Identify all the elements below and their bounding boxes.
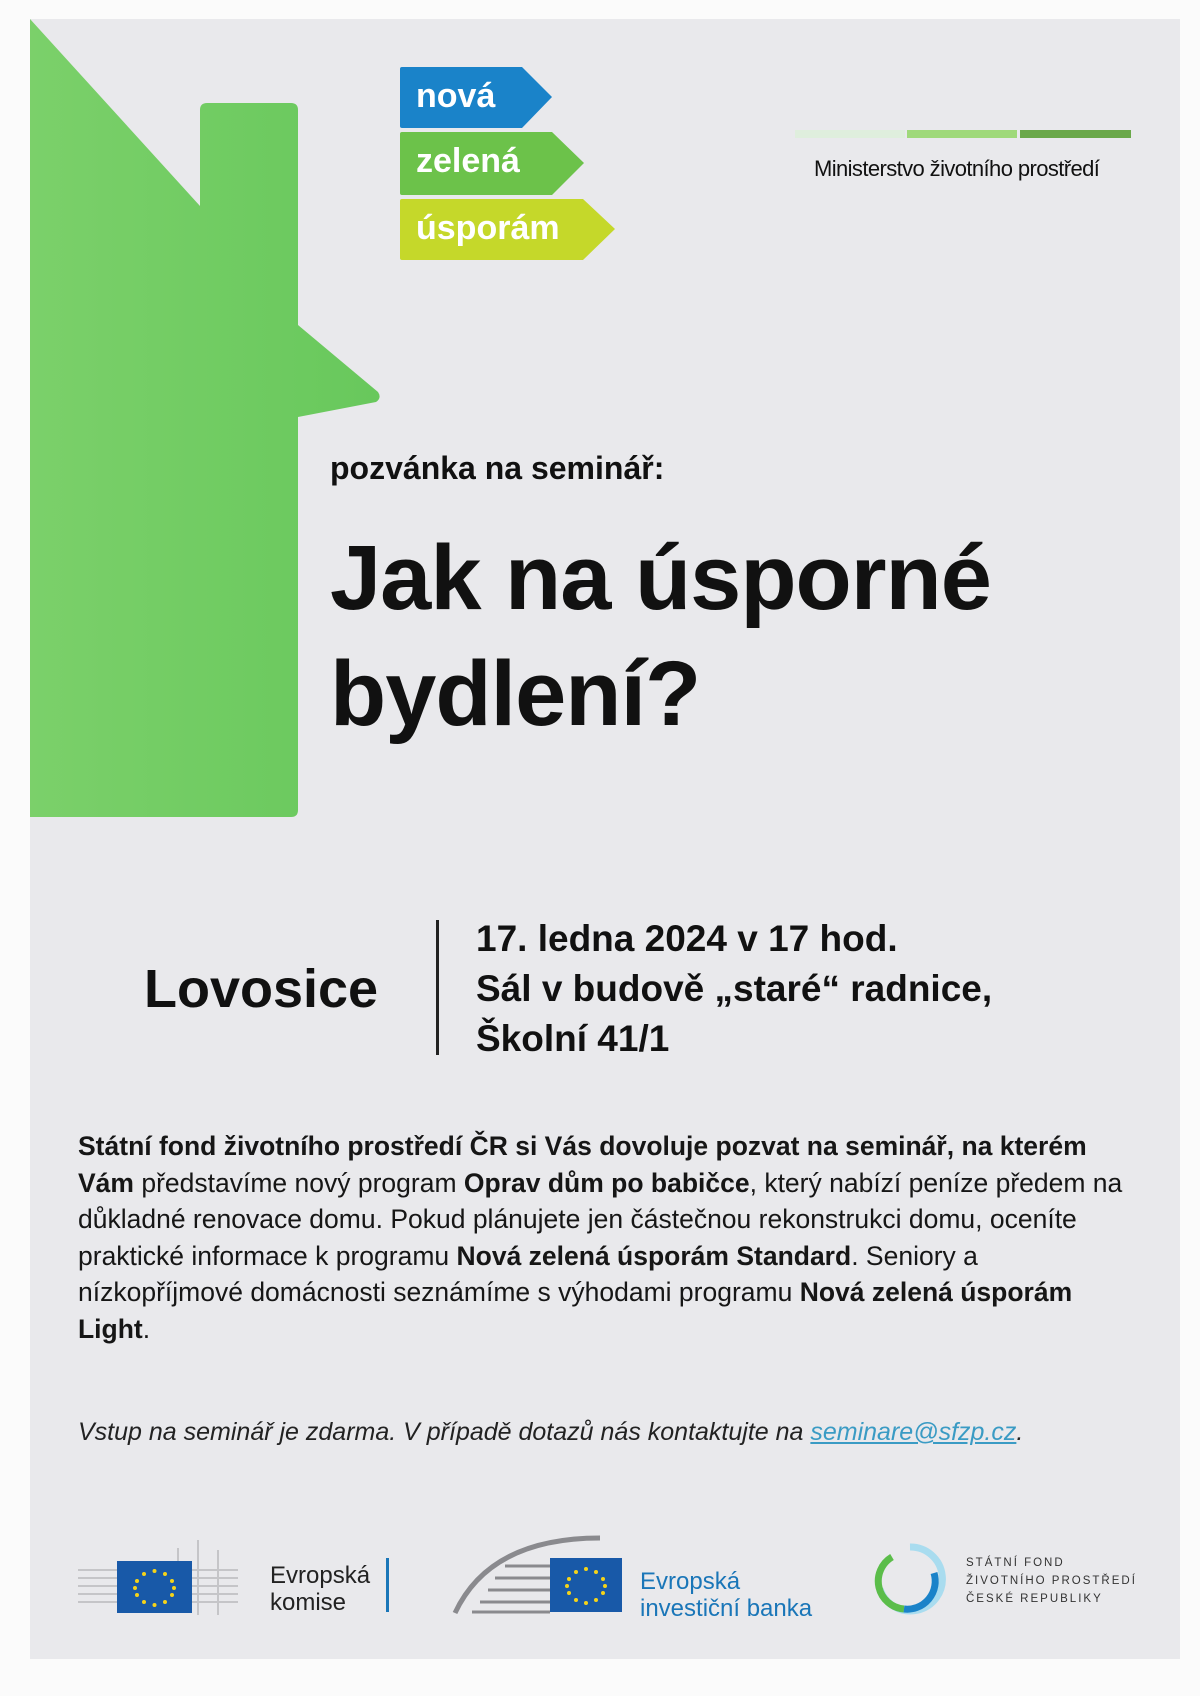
sfzp-line-2: ŽIVOTNÍHO PROSTŘEDÍ [966, 1575, 1137, 1587]
ec-line-1: Evropská [270, 1562, 371, 1589]
sfzp-logo-icon [874, 1543, 946, 1615]
desc-bold-1: Státní fond životního prostředí ČR si Vás dovoluje pozvat na seminář, na kterém Vám [78, 1131, 1087, 1198]
sfzp-logo-text [966, 1554, 1137, 1608]
logo-zelena [400, 132, 584, 195]
ministry-bar-light [795, 130, 905, 138]
desc-bold-2: Oprav dům po babičce [463, 1167, 750, 1198]
desc-text-4: . [142, 1313, 151, 1344]
sfzp-line-1: STÁTNÍ FOND [966, 1557, 1065, 1569]
logo-text-zelena: zelená [416, 142, 520, 180]
title-line-1: Jak na úsporné [330, 527, 991, 629]
event-date: 17. ledna 2024 v 17 hod. [476, 918, 898, 959]
logo-text-usporam: úsporám [416, 209, 560, 247]
ec-divider [386, 1558, 389, 1612]
eib-line-1: Evropská [640, 1568, 741, 1595]
eib-logo-text [640, 1568, 812, 1622]
ec-line-2: komise [270, 1589, 347, 1616]
desc-bold-4: Nová zelená úsporám Light [78, 1277, 1073, 1344]
page-title [330, 520, 991, 752]
ministry-bar-mid [907, 130, 1017, 138]
ec-logo-text [270, 1562, 370, 1616]
ministry-bar-dark [1020, 130, 1131, 138]
event-address: Školní 41/1 [476, 1018, 670, 1059]
title-line-2: bydlení? [330, 643, 701, 745]
note-end: . [1016, 1418, 1024, 1446]
logo-text-nova: nová [416, 77, 496, 115]
divider [436, 920, 439, 1055]
desc-bold-3: Nová zelená úsporám Standard [456, 1240, 852, 1271]
contact-email-link[interactable]: seminare@sfzp.cz [810, 1418, 1017, 1446]
eib-eu-flag-icon [550, 1558, 622, 1612]
invite-label: pozvánka na seminář: [330, 450, 665, 486]
description [78, 1128, 1138, 1347]
eu-flag-icon [117, 1561, 192, 1613]
sfzp-line-3: ČESKÉ REPUBLIKY [966, 1593, 1103, 1605]
desc-text-3: . Seniory a nízkopříjmové domácnosti seznámíme s výhodami programu [78, 1240, 978, 1307]
logo-nova [400, 67, 552, 128]
admission-note [78, 1418, 1023, 1447]
logo-usporam [400, 199, 615, 260]
event-venue: Sál v budově „staré“ radnice, [476, 968, 993, 1009]
desc-text-1: představíme nový program [133, 1167, 464, 1198]
eib-line-2: investiční banka [640, 1595, 813, 1622]
note-text: Vstup na seminář je zdarma. V případě dotazů nás kontaktujte na [78, 1418, 811, 1446]
ministry-name: Ministerstvo životního prostředí [814, 156, 1100, 181]
desc-text-2: , který nabízí peníze předem na důkladné renovace domu. Pokud plánujete jen částečnou rekonstrukci domu, oceníte praktické informace k programu [78, 1167, 1123, 1271]
event-details [476, 914, 992, 1064]
event-city: Lovosice [144, 959, 379, 1019]
